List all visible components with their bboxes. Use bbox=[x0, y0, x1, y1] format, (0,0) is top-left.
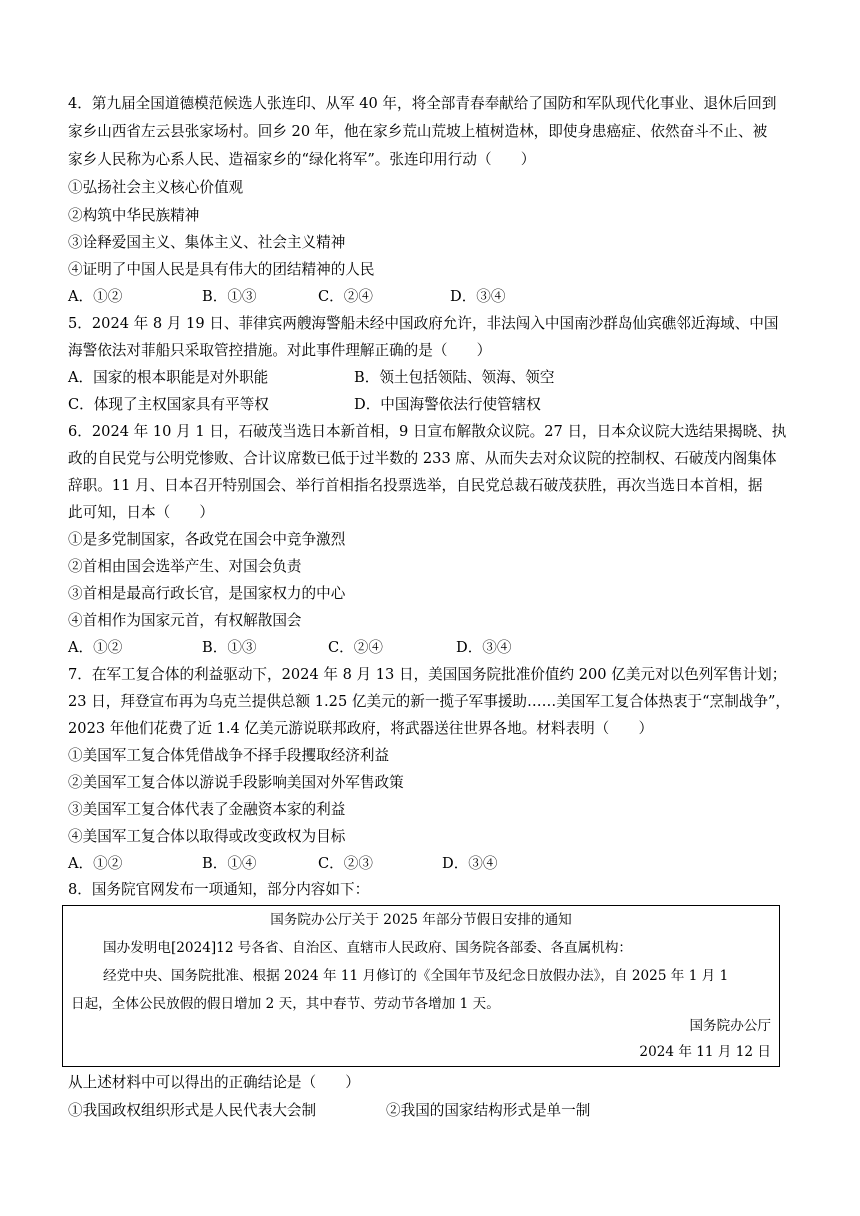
q8-stem: 8．国务院官网发布一项通知，部分内容如下： bbox=[68, 881, 370, 898]
q6-item-3: ③首相是最高行政长官，是国家权力的中心 bbox=[68, 585, 346, 602]
q7-item-2: ②美国军工复合体以游说手段影响美国对外军售政策 bbox=[68, 774, 404, 791]
q6-stem-line-1: 6．2024 年 10 月 1 日，石破茂当选日本新首相，9 日宣布解散众议院。27 日，日本众议院大选结果揭晓、执 bbox=[68, 423, 787, 440]
q4-option-a[interactable]: A．①② bbox=[68, 288, 123, 305]
q7-option-b[interactable]: B．①④ bbox=[202, 855, 257, 872]
q6-option-c[interactable]: C．②④ bbox=[328, 639, 383, 656]
q7-stem-line-2: 23 日，拜登宣布再为乌克兰提供总额 1.25 亿美元的新一揽子军事援助……美国军工复合体热衷于“烹制战争”， bbox=[68, 693, 791, 710]
q4-option-b[interactable]: B．①③ bbox=[202, 288, 257, 305]
q6-item-1: ①是多党制国家，各政党在国会中竞争激烈 bbox=[68, 531, 346, 548]
q7-item-3: ③美国军工复合体代表了金融资本家的利益 bbox=[68, 801, 346, 818]
notice-line-3: 日起，全体公民放假的假日增加 2 天，其中春节、劳动节各增加 1 天。 bbox=[71, 996, 500, 1012]
q4-stem-line-2: 家乡山西省左云县张家场村。回乡 20 年，他在家乡荒山荒坡上植树造林，即使身患癌症、依然奋斗不止、被 bbox=[68, 123, 768, 140]
q6-option-b[interactable]: B．①③ bbox=[202, 639, 257, 656]
notice-line-2: 经党中央、国务院批准、根据 2024 年 11 月修订的《全国年节及纪念日放假办法》，自 2025 年 1 月 1 bbox=[103, 968, 729, 984]
q7-option-d[interactable]: D．③④ bbox=[442, 855, 498, 872]
q6-option-d[interactable]: D．③④ bbox=[456, 639, 512, 656]
q4-item-2: ②构筑中华民族精神 bbox=[68, 207, 200, 224]
q6-item-2: ②首相由国会选举产生、对国会负责 bbox=[68, 558, 302, 575]
q7-stem-line-1: 7．在军工复合体的利益驱动下，2024 年 8 月 13 日，美国国务院批准价值约 200 亿美元对以色列军售计划； bbox=[68, 666, 787, 683]
q4-stem-line-3: 家乡人民称为心系人民、造福家乡的“绿化将军”。张连印用行动（ ） bbox=[68, 151, 536, 168]
q7-item-4: ④美国军工复合体以取得或改变政权为目标 bbox=[68, 828, 346, 845]
q5-option-a[interactable]: A．国家的根本职能是对外职能 bbox=[68, 369, 269, 386]
q6-item-4: ④首相作为国家元首，有权解散国会 bbox=[68, 612, 302, 629]
notice-signature: 国务院办公厅 bbox=[689, 1018, 771, 1034]
q5-option-d[interactable]: D．中国海警依法行使管辖权 bbox=[354, 396, 541, 413]
q5-option-b[interactable]: B．领土包括领陆、领海、领空 bbox=[354, 369, 555, 386]
q6-stem-line-4: 此可知，日本（ ） bbox=[68, 504, 214, 521]
q4-item-3: ③诠释爱国主义、集体主义、社会主义精神 bbox=[68, 234, 346, 251]
notice-title: 国务院办公厅关于 2025 年部分节假日安排的通知 bbox=[270, 912, 572, 928]
q5-stem-line-1: 5．2024 年 8 月 19 日、菲律宾两艘海警船未经中国政府允许，非法闯入中国南沙群岛仙宾礁邻近海域、中国 bbox=[68, 315, 779, 332]
notice-date: 2024 年 11 月 12 日 bbox=[639, 1044, 771, 1060]
q7-stem-line-3: 2023 年他们花费了近 1.4 亿美元游说联邦政府，将武器送往世界各地。材料表明（ ） bbox=[68, 720, 654, 737]
notice-line-1: 国办发明电[2024]12 号各省、自治区、直辖市人民政府、国务院各部委、各直属机构： bbox=[103, 940, 633, 956]
q5-stem-line-2: 海警依法对菲船只采取管控措施。对此事件理解正确的是（ ） bbox=[68, 342, 492, 359]
q7-option-a[interactable]: A．①② bbox=[68, 855, 123, 872]
q6-stem-line-2: 政的自民党与公明党惨败、合计议席数已低于过半数的 233 席、从而失去对众议院的控制权、石破茂内阁集体 bbox=[68, 450, 777, 467]
q7-option-c[interactable]: C．②③ bbox=[318, 855, 373, 872]
q4-option-c[interactable]: C．②④ bbox=[318, 288, 373, 305]
q8-item-1: ①我国政权组织形式是人民代表大会制 bbox=[68, 1102, 317, 1119]
q6-option-a[interactable]: A．①② bbox=[68, 639, 123, 656]
q5-option-c[interactable]: C．体现了主权国家具有平等权 bbox=[68, 396, 269, 413]
q8-question: 从上述材料中可以得出的正确结论是（ ） bbox=[68, 1074, 360, 1091]
q8-item-2: ②我国的国家结构形式是单一制 bbox=[386, 1102, 591, 1119]
q4-item-1: ①弘扬社会主义核心价值观 bbox=[68, 179, 244, 196]
q6-stem-line-3: 辞职。11 月、日本召开特别国会、举行首相指名投票选举，自民党总裁石破茂获胜，再次当选日本首相，据 bbox=[68, 477, 763, 494]
q4-stem-line-1: 4．第九届全国道德模范候选人张连印、从军 40 年，将全部青春奉献给了国防和军队现代化事业、退休后回到 bbox=[68, 95, 777, 112]
q7-item-1: ①美国军工复合体凭借战争不择手段攫取经济利益 bbox=[68, 747, 390, 764]
q4-item-4: ④证明了中国人民是具有伟大的团结精神的人民 bbox=[68, 261, 375, 278]
notice-box bbox=[62, 905, 780, 1067]
q4-option-d[interactable]: D．③④ bbox=[450, 288, 506, 305]
